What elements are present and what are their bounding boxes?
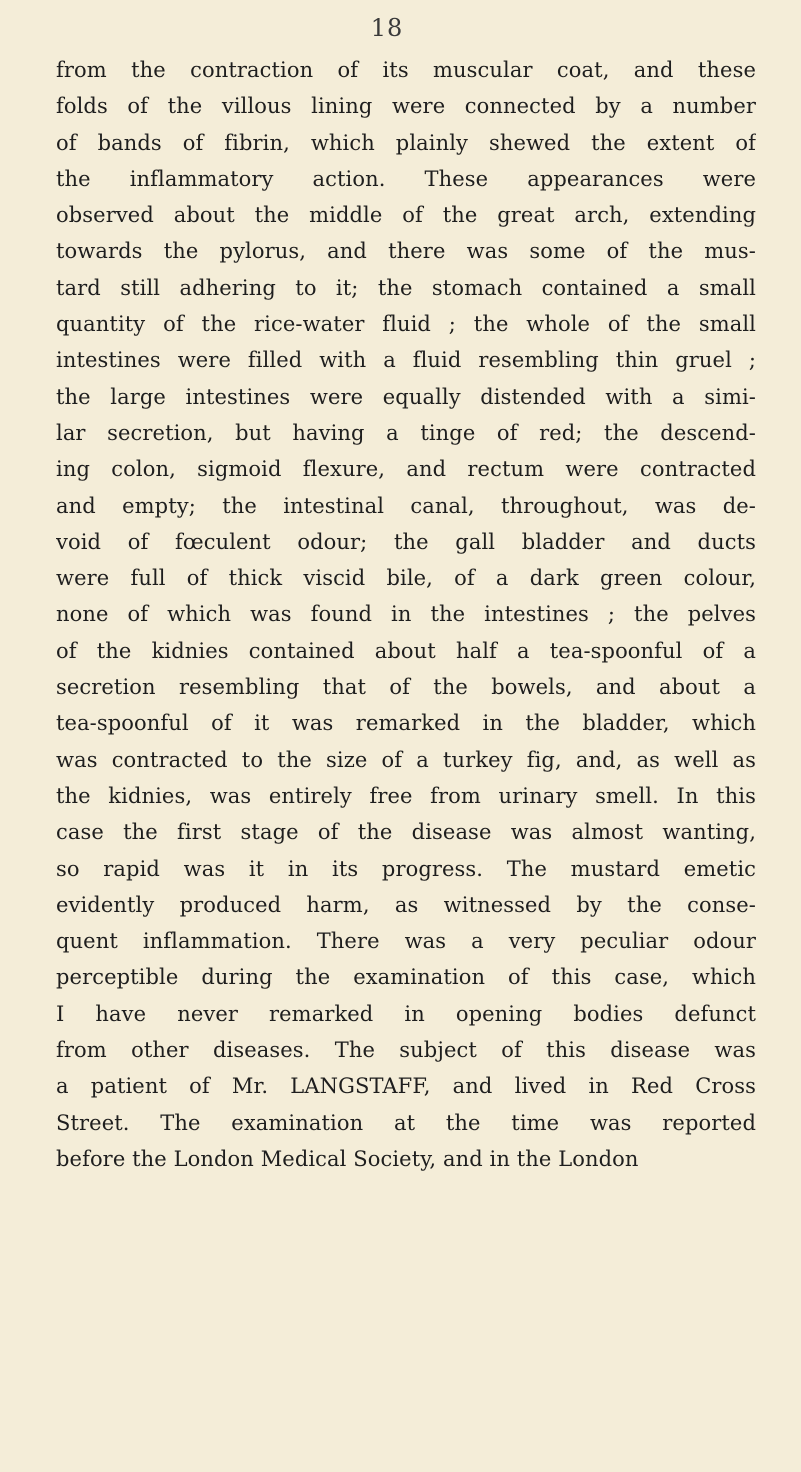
text-line: the large intestines were equally distended with a simi-: [56, 384, 756, 409]
text-line: so rapid was it in its progress. The mustard emetic: [56, 856, 756, 881]
text-line: intestines were filled with a fluid resembling thin gruel ;: [56, 348, 756, 373]
text-line: was contracted to the size of a turkey fig, and, as well as: [56, 747, 756, 772]
text-line: ing colon, sigmoid flexure, and rectum were contracted: [56, 457, 756, 482]
text-line: perceptible during the examination of this case, which: [56, 965, 756, 990]
text-line: of the kidnies contained about half a tea-spoonful of a: [56, 638, 756, 663]
text-line: secretion resembling that of the bowels, and about a: [56, 675, 756, 700]
text-line: before the London Medical Society, and in the London: [56, 1146, 639, 1171]
text-line: from the contraction of its muscular coat, and these: [56, 58, 756, 82]
text-line: observed about the middle of the great arch, extending: [56, 203, 756, 228]
text-line: none of which was found in the intestines ; the pelves: [56, 602, 756, 627]
text-line: and empty; the intestinal canal, throughout, was de-: [56, 493, 756, 518]
page-number: 18: [370, 14, 404, 42]
text-line: lar secretion, but having a tinge of red; the descend-: [56, 420, 756, 445]
text-line: from other diseases. The subject of this disease was: [56, 1038, 756, 1063]
text-line: a patient of Mr. LANGSTAFF, and lived in Red Cross: [56, 1074, 756, 1099]
text-line: case the first stage of the disease was almost wanting,: [56, 820, 756, 845]
text-line: void of fœculent odour; the gall bladder and ducts: [56, 529, 756, 554]
text-line: towards the pylorus, and there was some of the mus-: [56, 239, 756, 264]
text-line: the inflammatory action. These appearances were: [56, 166, 756, 191]
text-line: tea-spoonful of it was remarked in the bladder, which: [56, 711, 756, 736]
text-line: Street. The examination at the time was reported: [56, 1110, 756, 1135]
text-line: the kidnies, was entirely free from urinary smell. In this: [56, 783, 756, 808]
text-line: quantity of the rice-water fluid ; the whole of the small: [56, 312, 756, 337]
text-line: evidently produced harm, as witnessed by the conse-: [56, 892, 756, 917]
body-text: [56, 52, 756, 1177]
text-line: folds of the villous lining were connected by a number: [56, 94, 756, 119]
text-line: were full of thick viscid bile, of a dark green colour,: [56, 566, 756, 591]
text-line: tard still adhering to it; the stomach contained a small: [56, 275, 756, 300]
text-line: of bands of fibrin, which plainly shewed the extent of: [56, 130, 756, 155]
text-line: quent inflammation. There was a very peculiar odour: [56, 929, 756, 954]
text-line: I have never remarked in opening bodies defunct: [56, 1001, 756, 1026]
